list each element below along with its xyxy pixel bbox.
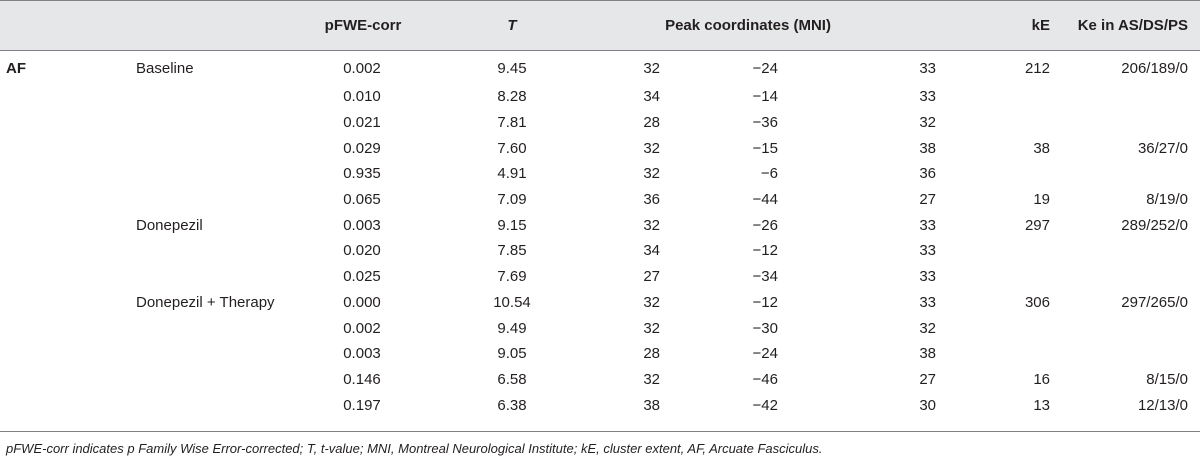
cell-tract	[0, 367, 136, 393]
cell-condition	[136, 392, 308, 418]
cell-ke	[950, 238, 1050, 264]
cell-tract	[0, 264, 136, 290]
cell-ke-areas: 289/252/0	[1121, 216, 1188, 234]
cell-peak-y: −26	[752, 216, 778, 234]
cell-t-value: 7.60	[497, 139, 527, 157]
table-row	[0, 135, 1200, 161]
cell-pfwe-corr: 0.029	[343, 139, 381, 157]
cell-peak-y: −36	[752, 114, 778, 132]
cell-peak-z: 33	[919, 242, 936, 260]
cell-ke: 297	[1024, 216, 1050, 234]
cell-ke-areas	[1050, 161, 1200, 187]
cell-condition	[136, 264, 308, 290]
table-row	[0, 212, 1200, 238]
table-header-row	[0, 0, 1200, 50]
cell-pfwe-corr: 0.020	[343, 242, 381, 260]
table-row	[0, 161, 1200, 187]
cell-ke-areas: 8/15/0	[1146, 370, 1188, 388]
cell-tract: AF	[6, 60, 26, 77]
cell-pfwe-corr: 0.146	[343, 370, 381, 388]
cell-ke	[950, 110, 1050, 136]
cell-ke: 38	[1033, 139, 1050, 157]
cell-ke: 19	[1033, 191, 1050, 209]
cell-peak-y: −34	[752, 268, 778, 286]
table-bottom-rule	[0, 431, 1200, 432]
cell-peak-x: 27	[643, 268, 660, 286]
cell-condition	[136, 135, 308, 161]
cell-peak-x: 32	[643, 139, 660, 157]
header-t-value: T	[507, 16, 517, 34]
header-condition	[136, 0, 308, 50]
cell-ke-areas: 12/13/0	[1137, 396, 1188, 414]
cell-ke: 16	[1033, 370, 1050, 388]
cell-peak-x: 32	[643, 319, 660, 337]
cell-condition	[136, 367, 308, 393]
cell-peak-y: −24	[752, 60, 778, 77]
cell-condition: Donepezil + Therapy	[136, 293, 275, 311]
cell-ke-areas: 297/265/0	[1121, 293, 1188, 311]
cell-t-value: 9.49	[497, 319, 527, 337]
cell-ke-areas	[1050, 238, 1200, 264]
cell-tract	[0, 341, 136, 367]
cell-peak-y: −44	[752, 191, 778, 209]
cell-ke-areas	[1050, 110, 1200, 136]
cell-ke-areas	[1050, 264, 1200, 290]
cell-tract	[0, 135, 136, 161]
table-header-rule	[0, 50, 1200, 51]
cell-condition	[136, 84, 308, 110]
cell-ke	[950, 341, 1050, 367]
cell-peak-z: 32	[919, 319, 936, 337]
cell-peak-x: 32	[643, 293, 660, 311]
cell-ke-areas	[1050, 84, 1200, 110]
cell-peak-z: 33	[919, 60, 936, 77]
cell-ke-areas	[1050, 315, 1200, 341]
cell-t-value: 7.69	[497, 268, 527, 286]
cell-t-value: 7.85	[497, 242, 527, 260]
table-body	[0, 50, 1200, 418]
cell-peak-z: 27	[919, 370, 936, 388]
cell-condition	[136, 161, 308, 187]
header-tract	[0, 0, 136, 50]
cell-t-value: 6.58	[497, 370, 527, 388]
cell-pfwe-corr: 0.065	[343, 191, 381, 209]
cell-ke	[950, 161, 1050, 187]
cell-condition	[136, 238, 308, 264]
cell-t-value: 9.45	[497, 60, 527, 77]
cell-peak-y: −30	[752, 319, 778, 337]
cell-tract	[0, 290, 136, 316]
cell-tract	[0, 238, 136, 264]
cell-pfwe-corr: 0.021	[343, 114, 381, 132]
cell-t-value: 9.15	[497, 216, 527, 234]
cell-t-value: 7.81	[497, 114, 527, 132]
table-row	[0, 264, 1200, 290]
cell-tract	[0, 84, 136, 110]
cell-pfwe-corr: 0.003	[343, 216, 381, 234]
cell-peak-z: 32	[919, 114, 936, 132]
cell-pfwe-corr: 0.002	[343, 319, 381, 337]
header-pfwe-corr: pFWE-corr	[324, 16, 402, 34]
cell-peak-y: −46	[752, 370, 778, 388]
cell-tract	[0, 187, 136, 213]
cell-condition	[136, 187, 308, 213]
cell-peak-x: 36	[643, 191, 660, 209]
cell-peak-x: 28	[643, 114, 660, 132]
table-row	[0, 110, 1200, 136]
cell-ke	[950, 264, 1050, 290]
cell-peak-y: −42	[752, 396, 778, 414]
cell-condition: Donepezil	[136, 216, 203, 234]
cell-tract	[0, 315, 136, 341]
cell-peak-x: 38	[643, 396, 660, 414]
cell-peak-x: 32	[643, 165, 660, 183]
cell-peak-y: −12	[752, 242, 778, 260]
cell-peak-x: 32	[643, 60, 660, 77]
cell-peak-z: 33	[919, 88, 936, 106]
cell-tract	[0, 110, 136, 136]
cell-pfwe-corr: 0.002	[343, 60, 381, 77]
cell-ke	[950, 84, 1050, 110]
cell-tract	[0, 392, 136, 418]
cell-t-value: 4.91	[497, 165, 527, 183]
table-row	[0, 290, 1200, 316]
cell-ke: 306	[1024, 293, 1050, 311]
cell-peak-x: 32	[643, 216, 660, 234]
table-row	[0, 315, 1200, 341]
cell-peak-y: −12	[752, 293, 778, 311]
table-row	[0, 367, 1200, 393]
cell-peak-y: −24	[752, 345, 778, 363]
header-ke: kE	[1031, 16, 1050, 34]
cell-peak-y: −6	[760, 165, 778, 183]
table-row	[0, 50, 1200, 84]
cell-peak-y: −15	[752, 139, 778, 157]
cell-peak-z: 27	[919, 191, 936, 209]
cell-ke: 212	[1024, 60, 1050, 77]
table-row	[0, 84, 1200, 110]
cell-pfwe-corr: 0.003	[343, 345, 381, 363]
cell-peak-x: 34	[643, 242, 660, 260]
cell-condition: Baseline	[136, 60, 194, 77]
cell-tract	[0, 212, 136, 238]
cell-peak-z: 38	[919, 139, 936, 157]
cell-t-value: 8.28	[497, 88, 527, 106]
cell-pfwe-corr: 0.025	[343, 268, 381, 286]
cell-peak-z: 33	[919, 268, 936, 286]
table-row	[0, 187, 1200, 213]
header-ke-areas: Ke in AS/DS/PS	[1077, 16, 1188, 34]
table-row	[0, 341, 1200, 367]
cell-pfwe-corr: 0.935	[343, 165, 381, 183]
cell-tract	[0, 161, 136, 187]
cell-pfwe-corr: 0.000	[343, 293, 381, 311]
table-footnote: pFWE-corr indicates p Family Wise Error-corrected; T, t-value; MNI, Montreal Neurological Institute; kE, cluster extent, AF, Arcuate Fasciculus.	[6, 441, 823, 456]
cell-peak-y: −14	[752, 88, 778, 106]
table-row	[0, 392, 1200, 418]
cell-ke	[950, 315, 1050, 341]
table-top-rule	[0, 0, 1200, 1]
cell-ke-areas	[1050, 341, 1200, 367]
cell-condition	[136, 315, 308, 341]
cell-t-value: 9.05	[497, 345, 527, 363]
cell-t-value: 6.38	[497, 396, 527, 414]
cell-t-value: 10.54	[493, 293, 531, 311]
cell-condition	[136, 110, 308, 136]
cell-peak-z: 33	[919, 216, 936, 234]
cell-peak-z: 33	[919, 293, 936, 311]
cell-peak-z: 30	[919, 396, 936, 414]
cell-ke: 13	[1033, 396, 1050, 414]
cell-pfwe-corr: 0.010	[343, 88, 381, 106]
cell-peak-x: 32	[643, 370, 660, 388]
table-row	[0, 238, 1200, 264]
cell-peak-z: 38	[919, 345, 936, 363]
cell-peak-z: 36	[919, 165, 936, 183]
cell-condition	[136, 341, 308, 367]
cell-peak-x: 34	[643, 88, 660, 106]
cell-ke-areas: 8/19/0	[1146, 191, 1188, 209]
cell-t-value: 7.09	[497, 191, 527, 209]
cell-pfwe-corr: 0.197	[343, 396, 381, 414]
cell-ke-areas: 206/189/0	[1121, 60, 1188, 77]
cell-peak-x: 28	[643, 345, 660, 363]
header-peak-coordinates: Peak coordinates (MNI)	[665, 16, 831, 34]
cell-ke-areas: 36/27/0	[1137, 139, 1188, 157]
